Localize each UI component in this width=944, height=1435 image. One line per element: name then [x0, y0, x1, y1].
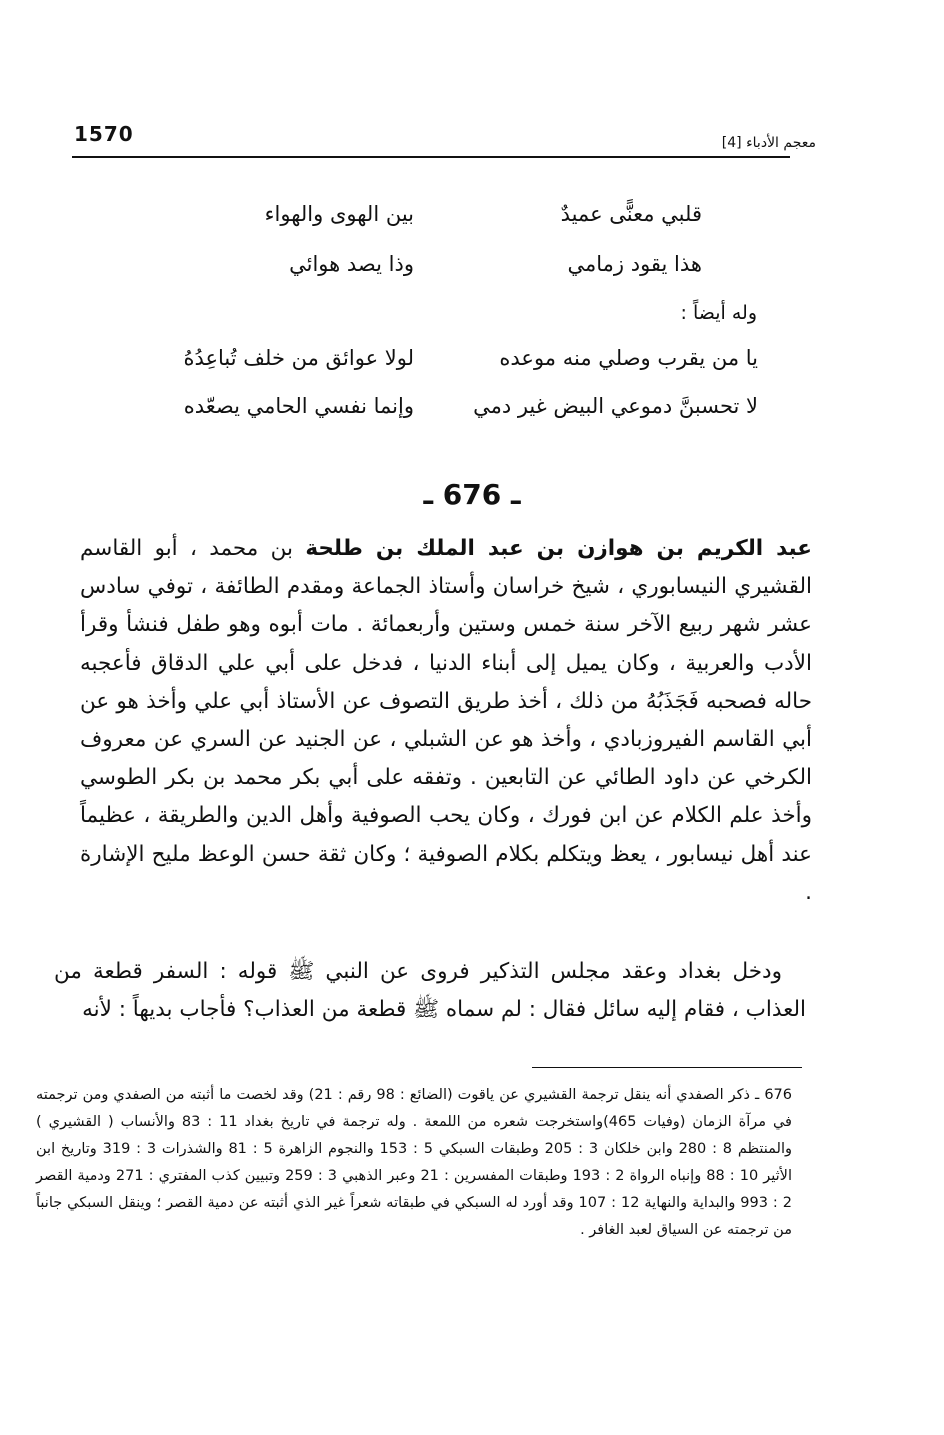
poem2-line1-first-hemistich: يا من يقرب وصلي منه موعده — [499, 346, 758, 370]
poem1-line1-first-hemistich: قلبي معنًّى عميدٌ — [560, 202, 702, 226]
footnote-rule — [532, 1067, 802, 1068]
entry-number: ـ 676 ـ — [423, 478, 521, 511]
entry-name: عبد الكريم بن هوازن بن عبد الملك بن طلحة — [305, 536, 812, 561]
running-title: معجم الأدباء [4] — [721, 135, 816, 151]
poem2-line1-second-hemistich: لولا عوائق من خلف تُباعِدُهُ — [183, 346, 414, 370]
poem2-intro: وله أيضاً : — [680, 302, 757, 324]
page-number: 1570 — [74, 122, 134, 146]
footnote — [36, 1082, 792, 1244]
poem1-line2-second-hemistich: وذا يصد هوائي — [289, 252, 414, 276]
poem1-line1-second-hemistich: بين الهوى والهواء — [264, 202, 414, 226]
entry-paragraph-2: ودخل بغداد وعقد مجلس التذكير فروى عن النبي ﷺ قوله : السفر قطعة من العذاب ، فقام إليه سائل فقال : لم سماه ﷺ قطعة من العذاب؟ فأجاب بديهاً : لأنه — [54, 959, 806, 1023]
entry-paragraph-1 — [80, 530, 812, 912]
entry-paragraph-1-text: بن محمد ، أبو القاسم القشيري النيسابوري ، شيخ خراسان وأستاذ الجماعة ومقدم الطائفة ، توفي سادس عشر شهر ربيع الآخر سنة خمس وستين وأربعمائة . مات أبوه وهو طفل فنشأ وقرأ الأدب والعربية ، وكان يميل إلى أبناء الدنيا ، فدخل على أبي علي الدقاق فأعجبه حاله فصحبه فَجَذَبُهُ من ذلك ، أخذ طريق التصوف عن الأستاذ أبي علي وأخذ هو عن أبي القاسم الفيروزبادي ، وأخذ هو عن الشبلي ، عن الجنيد عن السري عن معروف الكرخي عن داود الطائي عن التابعين . وتفقه على أبي بكر محمد بن بكر الطوسي وأخذ علم الكلام عن ابن فورك ، وكان يحب الصوفية وأهل الدين والطريقة ، عظيماً عند أهل نيسابور ، يعظ ويتكلم بكلام الصوفية ؛ وكان ثقة حسن الوعظ مليح الإشارة . — [80, 536, 812, 905]
poem2-line2-second-hemistich: وإنما نفسي الحامي يصعّده — [183, 394, 414, 418]
poem1-line2-first-hemistich: هذا يقود زمامي — [567, 252, 702, 276]
footnote-text: 676 ـ ذكر الصفدي أنه ينقل ترجمة القشيري عن ياقوت (الضائع : 98 رقم : 21) وقد لخصت ما أثبته من الصفدي ومن ترجمته في مرآة الزمان (وفيات 465)واستخرجت شعره من اللمعة . وله ترجمة في تاريخ بغداد 11 : 83 والأنساب ( القشيري ) والمنتظم 8 : 280 وابن خلكان 3 : 205 وطبقات السبكي 5 : 153 والنجوم الزاهرة 5 : 81 والشذرات 3 : 319 وتاريخ ابن الأثير 10 : 88 وإنباه الرواة 2 : 193 وطبقات المفسرين : 21 وعبر الذهبي 3 : 259 وتبيين كذب المفتري : 271 ودمية القصر 2 : 993 والبداية والنهاية 12 : 107 وقد أورد له السبكي في طبقاته شعراً غير الذي أثبته عن دمية القصر ؛ وينقل السبكي جانباً من ترجمته عن السياق لعبد الغافر . — [36, 1087, 792, 1238]
poem2-line2-first-hemistich: لا تحسبنَّ دموعي البيض غير دمي — [473, 394, 758, 418]
header-rule — [72, 156, 790, 158]
